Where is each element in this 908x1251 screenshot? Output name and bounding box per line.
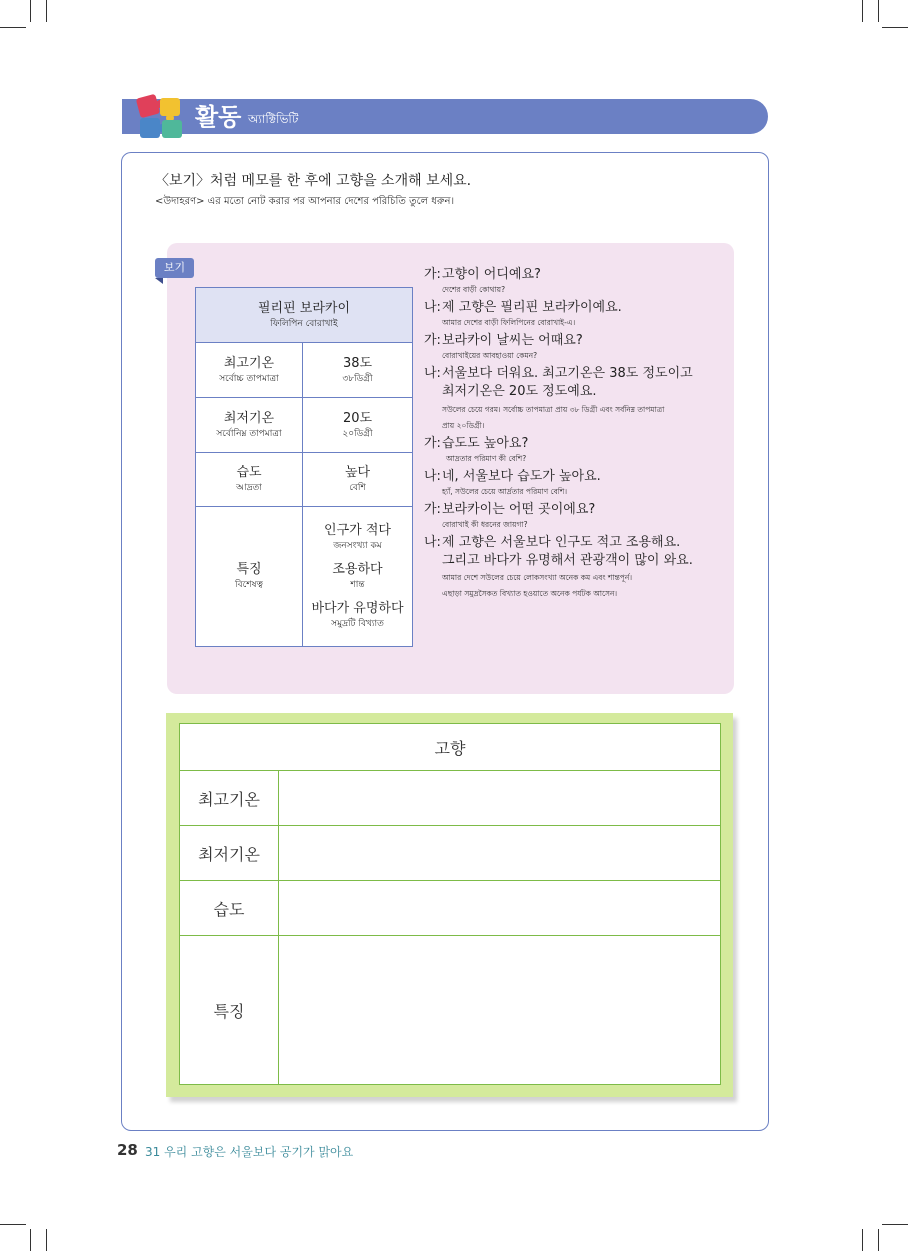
answer-table [179,723,721,1085]
example-tag-fold [155,278,163,284]
dialogue-korean: 그리고 바다가 유명해서 관광객이 많이 와요. [442,553,693,568]
puzzle-icon [134,92,186,142]
place-korean: 필리핀 보라카이 [257,300,351,316]
label-korean: 최저기온 [223,410,275,426]
label-bengali: বিশেষত্ব [235,580,263,590]
dialogue-line [424,365,724,432]
value-korean: 20도 [342,410,373,426]
crop-mark [862,1229,863,1251]
value-bengali: শান্ত [350,580,365,590]
dialogue-korean: 제 고향은 필리핀 보라카이예요. [442,300,622,315]
answer-row-label: 습도 [180,881,279,936]
dialogue-korean: 보라카이 날씨는 어때요? [442,333,583,348]
label-bengali: আদ্রতা [236,483,262,493]
answer-row-label: 최저기온 [180,826,279,881]
table-cell-label [196,453,303,507]
table-cell-value [303,453,413,507]
value-korean: 인구가 적다 [324,523,391,538]
dialogue-line [424,501,724,531]
value-bengali: ২০ডিগ্রী [342,428,373,439]
value-korean: 조용하다 [332,562,383,577]
dialogue-bengali: বোরাখাইয়ের আবহাওয়া কেমন? [442,351,538,360]
dialogue-korean: 최저기온은 20도 정도예요. [442,384,597,399]
table-cell-value [303,343,413,398]
dialogue-line [424,266,724,296]
value-bengali: ৩৮ডিগ্রী [342,373,373,384]
crop-mark [46,0,47,22]
value-bengali: বেশি [349,483,366,493]
answer-row-label: 특징 [180,936,279,1085]
speaker-label: 나: [424,535,441,550]
speaker-label: 나: [424,469,441,484]
dialogue-bengali: এছাড়া সমুদ্রসৈকত বিখ্যাত হওয়াতে অনেক পর্যটক আসেন। [442,589,618,598]
dialogue-line [424,299,724,329]
dialogue-bengali: আদ্রতার পরিমাণ কী বেশি? [446,454,527,463]
activity-title: 활동 [195,103,242,131]
example-memo-table [195,287,413,647]
dialogue-bengali: প্রায় ২০ডিগ্রী। [442,421,485,430]
label-bengali: সর্বোচ্চ তাপমাত্রা [219,373,279,384]
crop-mark [30,0,31,22]
table-cell-label [196,507,303,647]
speaker-label: 가: [424,436,441,451]
dialogue-korean: 고향이 어디예요? [442,267,541,282]
crop-mark [882,27,908,28]
example-dialogue [424,266,724,600]
crop-mark [46,1229,47,1251]
dialogue-korean: 네, 서울보다 습도가 높아요. [442,469,601,484]
instruction-korean: 〈보기〉처럼 메모를 한 후에 고향을 소개해 보세요. [155,173,472,189]
dialogue-bengali: সউলের চেয়ে গরম। সর্বোচ্চ তাপমাত্রা প্রায় ৩৮ ডিগ্রী এবং সর্বনিম্ন তাপমাত্রা [442,405,665,414]
label-korean: 특징 [236,562,262,577]
dialogue-bengali: বোরাখাই কী ধরনের জায়গা? [442,520,528,529]
label-bengali: সর্বোনিম্ন তাপমাত্রা [216,428,282,439]
value-bengali: সমুদ্রটি বিখ্যাত [331,619,384,629]
dialogue-line [424,332,724,362]
value-korean: 바다가 유명하다 [311,601,404,616]
table-cell-value [303,507,413,647]
answer-input-cell[interactable] [279,826,721,881]
activity-subtitle: অ্যাক্টিভিটি [248,112,299,126]
value-korean: 높다 [344,465,371,480]
answer-table-header: 고향 [180,724,721,771]
crop-mark [0,1224,26,1225]
lesson-title: 31 우리 고향은 서울보다 공기가 맑아요 [145,1145,354,1159]
value-korean: 38도 [342,355,373,371]
example-tag: 보기 [155,258,194,278]
speaker-label: 나: [424,300,441,315]
dialogue-bengali: দেশের বাড়ী কোথায়? [442,285,506,294]
table-cell-label [196,398,303,453]
instruction-bengali: <উদাহরণ> এর মতো নোট করার পর আপনার দেশের পরিচিতি তুলে ধরুন। [155,196,455,207]
label-korean: 최고기온 [223,355,275,371]
table-cell-value [303,398,413,453]
place-bengali: ফিলিপিন বোরাখাই [270,318,338,329]
dialogue-bengali: আমার দেশের বাড়ী ফিলিপিনের বোরাখাই-এ। [442,318,576,327]
speaker-label: 가: [424,502,441,517]
answer-input-cell[interactable] [279,771,721,826]
dialogue-bengali: আমার দেশে সউলের চেয়ে লোকসংখ্যা অনেক কম এবং শান্তপূর্ন। [442,573,633,582]
example-table-header [196,288,413,343]
crop-mark [878,1229,879,1251]
answer-input-cell[interactable] [279,881,721,936]
crop-mark [878,0,879,22]
dialogue-bengali: হ্যাঁ, সউলের চেয়ে আর্দ্রতার পরিমাণ বেশি। [442,487,568,496]
speaker-label: 나: [424,366,441,381]
dialogue-line [424,468,724,498]
dialogue-line [424,435,724,465]
value-bengali: জনসংখ্যা কম [333,541,382,551]
speaker-label: 가: [424,267,441,282]
crop-mark [30,1229,31,1251]
page-number: 28 [117,1141,138,1159]
table-cell-label [196,343,303,398]
crop-mark [882,1224,908,1225]
answer-row-label: 최고기온 [180,771,279,826]
speaker-label: 가: [424,333,441,348]
dialogue-line [424,534,724,600]
crop-mark [862,0,863,22]
dialogue-korean: 서울보다 더워요. 최고기온은 38도 정도이고 [442,366,693,381]
dialogue-korean: 보라카이는 어떤 곳이에요? [442,502,596,517]
dialogue-korean: 제 고향은 서울보다 인구도 적고 조용해요. [442,535,681,550]
answer-input-cell[interactable] [279,936,721,1085]
label-korean: 습도 [236,465,262,480]
crop-mark [0,27,26,28]
dialogue-korean: 습도도 높아요? [442,436,529,451]
